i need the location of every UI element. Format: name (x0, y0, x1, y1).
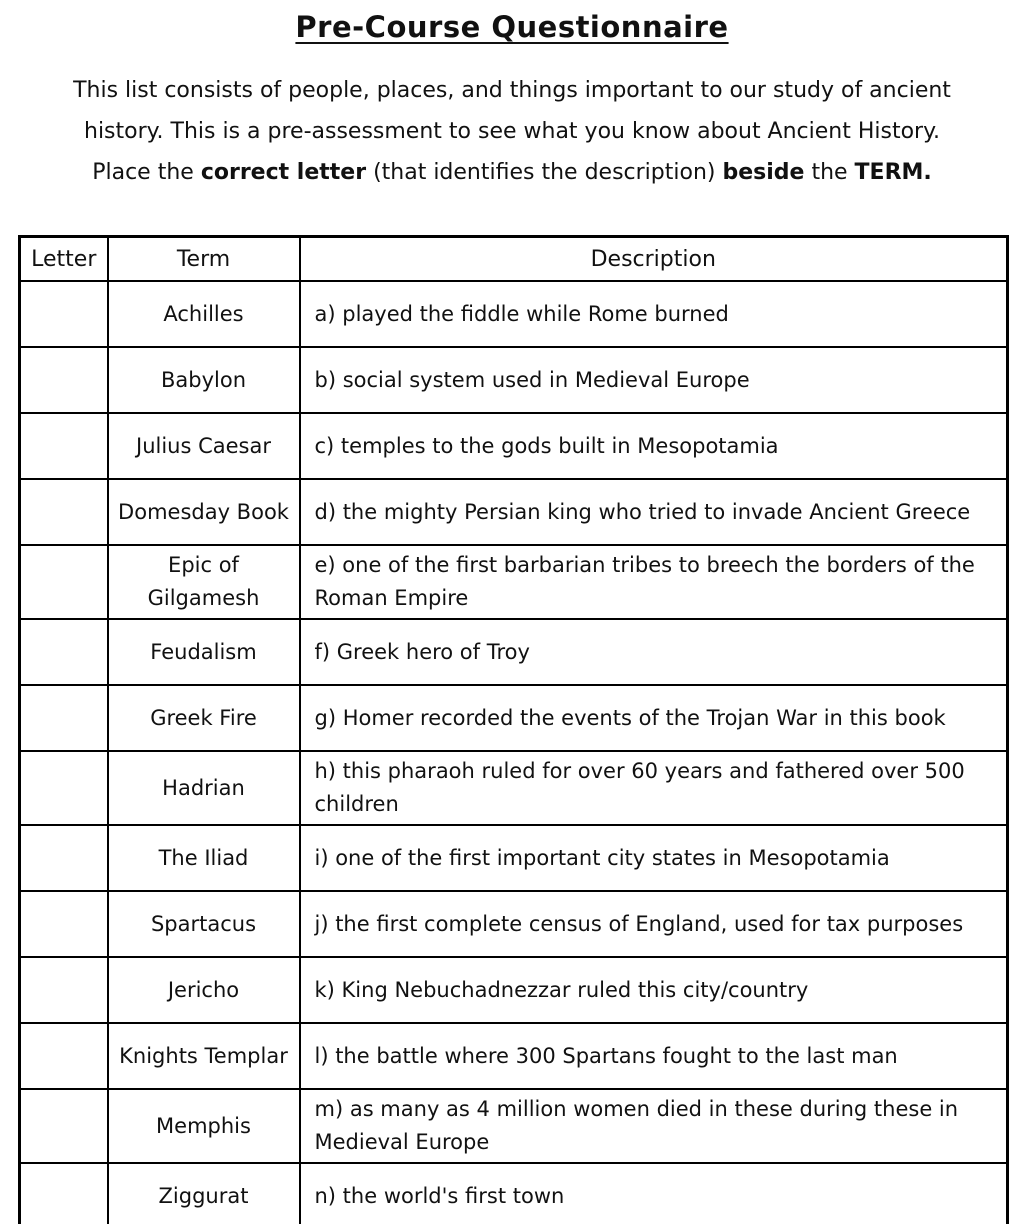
column-header-description: Description (300, 237, 1008, 282)
term-cell: Julius Caesar (108, 413, 300, 479)
letter-answer-cell[interactable] (20, 1089, 108, 1163)
description-cell: n) the world's first town (300, 1163, 1008, 1224)
description-cell: e) one of the first barbarian tribes to breech the borders of the Roman Empire (300, 545, 1008, 619)
term-cell: Knights Templar (108, 1023, 300, 1089)
term-cell: Achilles (108, 281, 300, 347)
table-row (20, 281, 1008, 347)
letter-answer-cell[interactable] (20, 1023, 108, 1089)
term-cell: Domesday Book (108, 479, 300, 545)
table-row (20, 545, 1008, 619)
letter-answer-cell[interactable] (20, 413, 108, 479)
letter-answer-cell[interactable] (20, 685, 108, 751)
term-cell: Feudalism (108, 619, 300, 685)
description-cell: k) King Nebuchadnezzar ruled this city/country (300, 957, 1008, 1023)
letter-answer-cell[interactable] (20, 281, 108, 347)
description-cell: d) the mighty Persian king who tried to invade Ancient Greece (300, 479, 1008, 545)
description-cell: c) temples to the gods built in Mesopotamia (300, 413, 1008, 479)
letter-answer-cell[interactable] (20, 891, 108, 957)
term-cell: Ziggurat (108, 1163, 300, 1224)
table-header-row (20, 237, 1008, 282)
instructions (18, 70, 1006, 193)
description-cell: j) the first complete census of England, used for tax purposes (300, 891, 1008, 957)
term-cell: The Iliad (108, 825, 300, 891)
term-cell: Babylon (108, 347, 300, 413)
description-cell: i) one of the first important city states in Mesopotamia (300, 825, 1008, 891)
description-cell: g) Homer recorded the events of the Trojan War in this book (300, 685, 1008, 751)
table-row (20, 957, 1008, 1023)
letter-answer-cell[interactable] (20, 957, 108, 1023)
table-row (20, 1023, 1008, 1089)
table-row (20, 347, 1008, 413)
table-row (20, 685, 1008, 751)
column-header-term: Term (108, 237, 300, 282)
table-row (20, 891, 1008, 957)
letter-answer-cell[interactable] (20, 619, 108, 685)
description-cell: m) as many as 4 million women died in these during these in Medieval Europe (300, 1089, 1008, 1163)
instructions-line-3 (18, 152, 1006, 193)
letter-answer-cell[interactable] (20, 1163, 108, 1224)
letter-answer-cell[interactable] (20, 545, 108, 619)
instructions-line-2: history. This is a pre-assessment to see what you know about Ancient History. (84, 119, 940, 144)
instructions-text: Place the (92, 160, 201, 185)
description-cell: f) Greek hero of Troy (300, 619, 1008, 685)
term-cell: Memphis (108, 1089, 300, 1163)
table-row (20, 751, 1008, 825)
description-cell: a) played the fiddle while Rome burned (300, 281, 1008, 347)
table-row (20, 1163, 1008, 1224)
description-cell: h) this pharaoh ruled for over 60 years and fathered over 500 children (300, 751, 1008, 825)
table-row (20, 413, 1008, 479)
page-title (18, 10, 1006, 44)
instructions-bold-correct-letter: correct letter (200, 160, 367, 185)
letter-answer-cell[interactable] (20, 825, 108, 891)
letter-answer-cell[interactable] (20, 751, 108, 825)
term-cell: Jericho (108, 957, 300, 1023)
table-row (20, 479, 1008, 545)
instructions-text: (that identifies the description) (366, 160, 723, 185)
table-row (20, 619, 1008, 685)
column-header-letter: Letter (20, 237, 108, 282)
instructions-bold-beside: beside (722, 160, 805, 185)
description-cell: l) the battle where 300 Spartans fought to the last man (300, 1023, 1008, 1089)
table-row (20, 825, 1008, 891)
letter-answer-cell[interactable] (20, 479, 108, 545)
description-cell: b) social system used in Medieval Europe (300, 347, 1008, 413)
instructions-text: the (804, 160, 855, 185)
term-cell: Greek Fire (108, 685, 300, 751)
matching-table (18, 235, 1009, 1224)
term-cell: Hadrian (108, 751, 300, 825)
letter-answer-cell[interactable] (20, 347, 108, 413)
term-cell: Epic of Gilgamesh (108, 545, 300, 619)
instructions-line-1: This list consists of people, places, and things important to our study of ancient (73, 78, 951, 103)
term-cell: Spartacus (108, 891, 300, 957)
instructions-bold-term: TERM. (854, 160, 932, 185)
table-row (20, 1089, 1008, 1163)
page-title-text: Pre-Course Questionnaire (295, 10, 729, 44)
